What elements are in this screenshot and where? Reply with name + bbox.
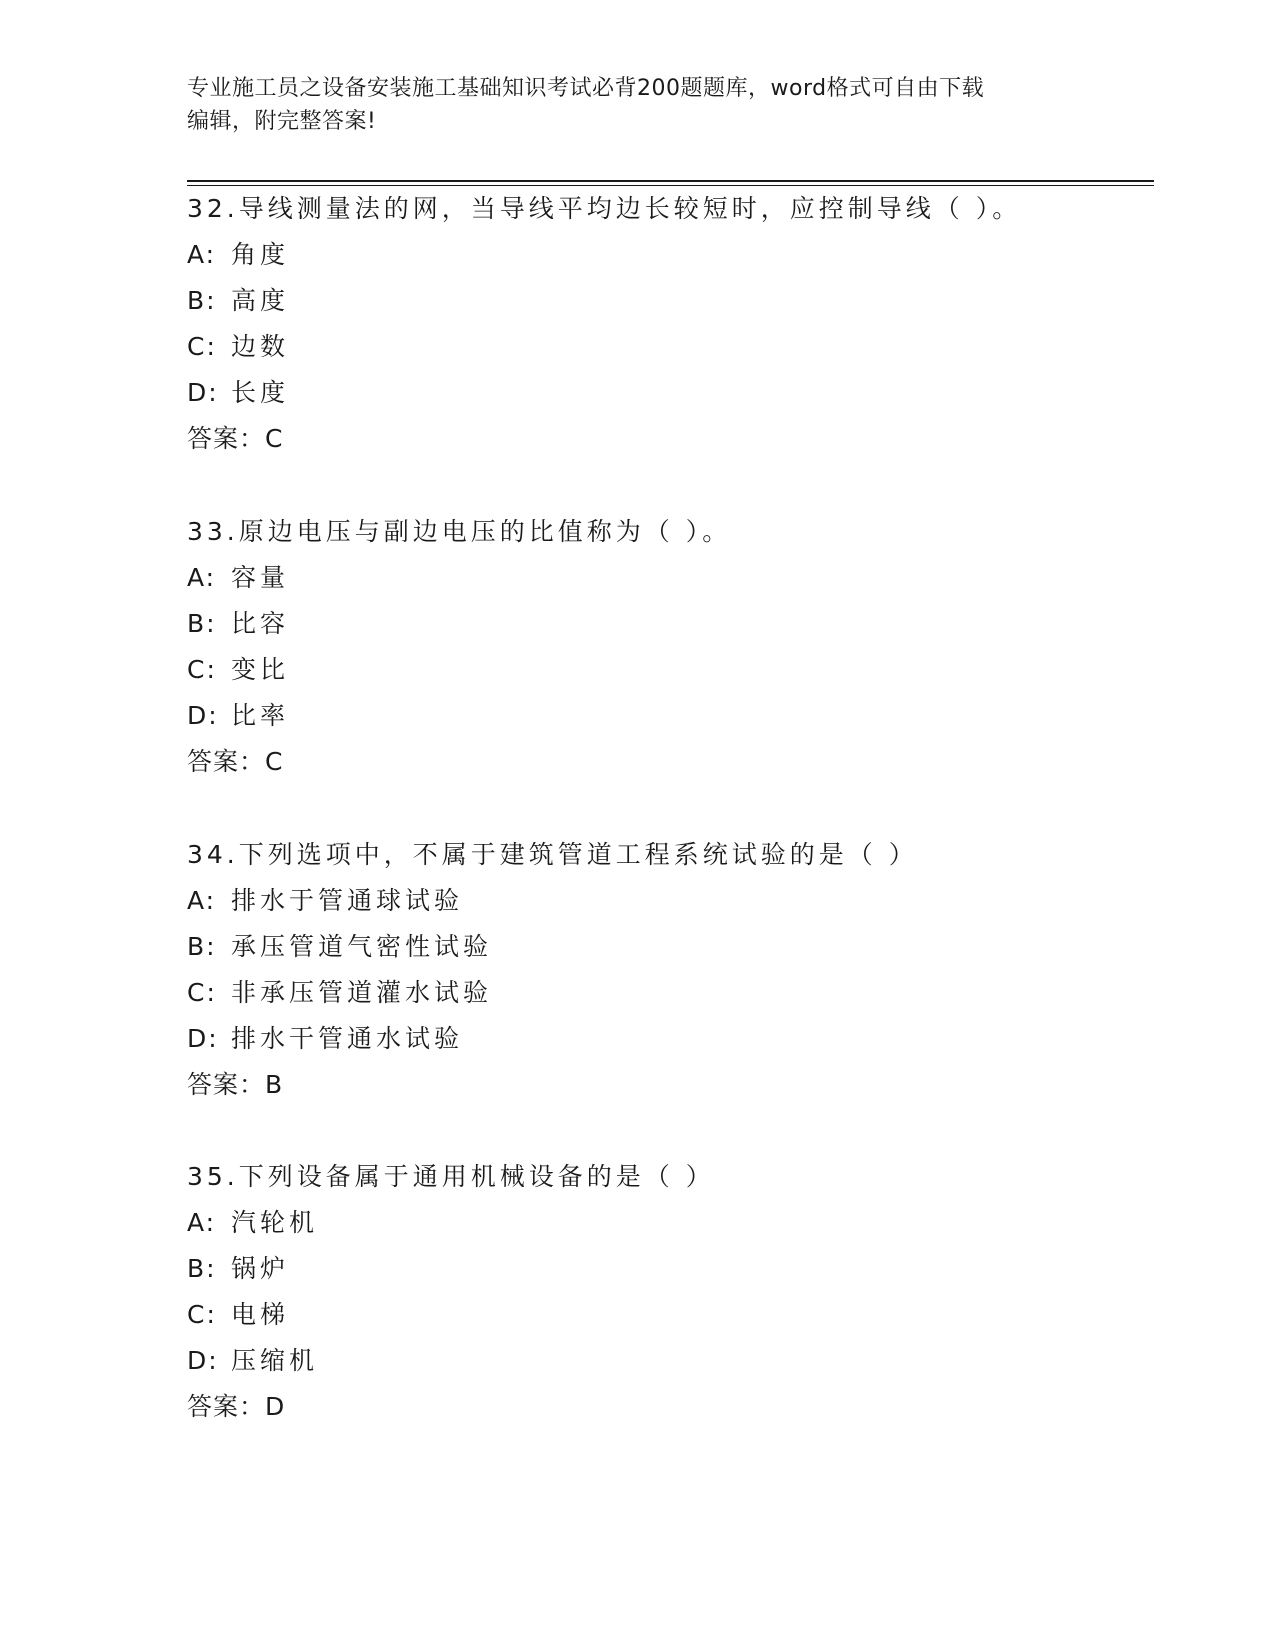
option-d bbox=[187, 1016, 1147, 1062]
question-34 bbox=[187, 832, 1147, 1108]
option-c bbox=[187, 970, 1147, 1016]
option-text: 变比 bbox=[231, 655, 290, 684]
option-letter: A: bbox=[187, 886, 217, 915]
option-text: 容量 bbox=[231, 563, 290, 592]
option-b bbox=[187, 278, 1147, 324]
question-stem: 33.原边电压与副边电压的比值称为（ ）。 bbox=[187, 517, 732, 546]
option-letter: D: bbox=[187, 701, 219, 730]
question-stem: 35.下列设备属于通用机械设备的是（ ） bbox=[187, 1162, 715, 1191]
header-title-line-1: 专业施工员之设备安装施工基础知识考试必背200题题库，word格式可自由下载 bbox=[187, 76, 985, 101]
option-text: 边数 bbox=[231, 332, 290, 361]
option-c bbox=[187, 1292, 1147, 1338]
question-32 bbox=[187, 186, 1147, 462]
option-letter: D: bbox=[187, 1346, 219, 1375]
option-b bbox=[187, 1246, 1147, 1292]
option-c bbox=[187, 647, 1147, 693]
answer: 答案：B bbox=[187, 1070, 284, 1099]
option-letter: B: bbox=[187, 932, 217, 961]
option-text: 比容 bbox=[231, 609, 290, 638]
option-letter: D: bbox=[187, 1024, 219, 1053]
answer: 答案：D bbox=[187, 1392, 286, 1421]
option-letter: C: bbox=[187, 655, 217, 684]
option-d bbox=[187, 370, 1147, 416]
option-a bbox=[187, 555, 1147, 601]
option-letter: D: bbox=[187, 378, 219, 407]
option-d bbox=[187, 693, 1147, 739]
option-text: 长度 bbox=[231, 378, 290, 407]
option-text: 压缩机 bbox=[231, 1346, 319, 1375]
option-letter: C: bbox=[187, 978, 217, 1007]
answer: 答案：C bbox=[187, 747, 284, 776]
option-a bbox=[187, 878, 1147, 924]
answer: 答案：C bbox=[187, 424, 284, 453]
option-text: 角度 bbox=[231, 240, 290, 269]
header-title-line-2: 编辑，附完整答案! bbox=[187, 109, 377, 134]
option-letter: B: bbox=[187, 1254, 217, 1283]
option-text: 汽轮机 bbox=[231, 1208, 319, 1237]
header-divider-thick bbox=[187, 180, 1154, 182]
option-a bbox=[187, 1200, 1147, 1246]
option-letter: A: bbox=[187, 1208, 217, 1237]
question-33 bbox=[187, 509, 1147, 785]
question-stem: 32.导线测量法的网，当导线平均边长较短时，应控制导线（ ）。 bbox=[187, 194, 1022, 223]
question-35 bbox=[187, 1154, 1147, 1430]
option-text: 非承压管道灌水试验 bbox=[231, 978, 493, 1007]
option-letter: C: bbox=[187, 332, 217, 361]
option-letter: B: bbox=[187, 609, 217, 638]
option-text: 比率 bbox=[231, 701, 290, 730]
document-header bbox=[187, 72, 1087, 138]
option-text: 排水于管通球试验 bbox=[231, 886, 464, 915]
option-c bbox=[187, 324, 1147, 370]
option-b bbox=[187, 924, 1147, 970]
option-text: 电梯 bbox=[231, 1300, 290, 1329]
option-d bbox=[187, 1338, 1147, 1384]
option-b bbox=[187, 601, 1147, 647]
option-a bbox=[187, 232, 1147, 278]
option-text: 锅炉 bbox=[231, 1254, 290, 1283]
option-letter: C: bbox=[187, 1300, 217, 1329]
option-text: 排水干管通水试验 bbox=[231, 1024, 464, 1053]
option-letter: A: bbox=[187, 240, 217, 269]
option-text: 承压管道气密性试验 bbox=[231, 932, 493, 961]
option-letter: A: bbox=[187, 563, 217, 592]
option-text: 高度 bbox=[231, 286, 290, 315]
option-letter: B: bbox=[187, 286, 217, 315]
question-stem: 34.下列选项中，不属于建筑管道工程系统试验的是（ ） bbox=[187, 840, 918, 869]
